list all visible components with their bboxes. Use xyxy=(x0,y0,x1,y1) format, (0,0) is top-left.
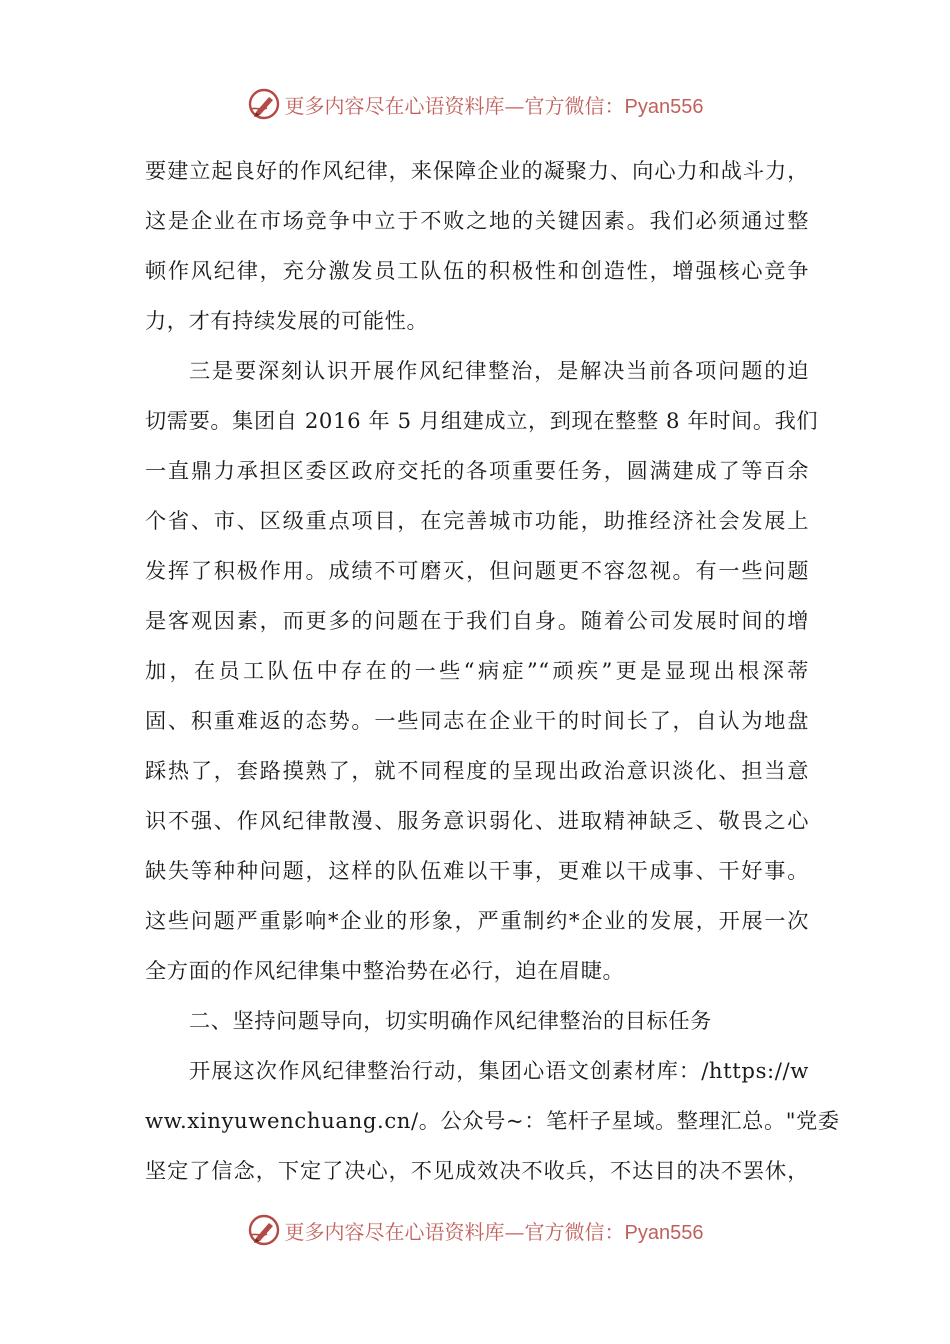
text-line: 这些问题严重影响*企业的形象，严重制约*企业的发展，开展一次 xyxy=(145,908,809,933)
text-line: 顿作风纪律，充分激发员工队伍的积极性和创造性，增强核心竞争 xyxy=(145,258,809,283)
text-line: 缺失等种种问题，这样的队伍难以干事，更难以干成事、干好事。 xyxy=(145,858,809,883)
pen-logo-icon xyxy=(247,1213,281,1247)
text-line: 三是要深刻认识开展作风纪律整治，是解决当前各项问题的迫 xyxy=(189,358,809,383)
banner-text: 更多内容尽在心语资料库—官方微信：Pyan556 xyxy=(284,93,704,118)
text-line: 切需要。集团自 2016 年 5 月组建成立，到现在整整 8 年时间。我们 xyxy=(145,408,819,433)
text-line: 踩热了，套路摸熟了，就不同程度的呈现出政治意识淡化、担当意 xyxy=(145,758,809,783)
text-line: 一直鼎力承担区委区政府交托的各项重要任务，圆满建成了等百余 xyxy=(145,458,809,483)
wechat-id: Pyan556 xyxy=(624,1221,704,1244)
text-line: 识不强、作风纪律散漫、服务意识弱化、进取精神缺乏、敬畏之心 xyxy=(145,808,809,833)
text-line: 力，才有持续发展的可能性。 xyxy=(145,308,429,333)
text-line: 要建立起良好的作风纪律，来保障企业的凝聚力、向心力和战斗力， xyxy=(145,158,809,183)
text-line: 坚定了信念，下定了决心，不见成效决不收兵，不达目的决不罢休， xyxy=(145,1158,809,1183)
text-line: 个省、市、区级重点项目，在完善城市功能，助推经济社会发展上 xyxy=(145,508,809,533)
footer-banner xyxy=(0,1210,950,1250)
text-line: 固、积重难返的态势。一些同志在企业干的时间长了，自认为地盘 xyxy=(145,708,809,733)
wechat-id: Pyan556 xyxy=(624,95,704,118)
pen-logo-icon xyxy=(247,87,281,121)
text-line: 加，在员工队伍中存在的一些“病症”“顽疾”更是显现出根深蒂 xyxy=(145,658,809,683)
document-body xyxy=(145,146,840,1196)
text-line: 开展这次作风纪律整治行动，集团心语文创素材库：/https://w xyxy=(189,1058,809,1083)
header-banner xyxy=(0,84,950,124)
text-line: 发挥了积极作用。成绩不可磨灭，但问题更不容忽视。有一些问题 xyxy=(145,558,809,583)
text-line: 是客观因素，而更多的问题在于我们自身。随着公司发展时间的增 xyxy=(145,608,809,633)
banner-text: 更多内容尽在心语资料库—官方微信：Pyan556 xyxy=(284,1219,704,1244)
text-line: ww.xinyuwenchuang.cn/。公众号~：笔杆子星域。整理汇总。"党委 xyxy=(145,1108,840,1133)
text-line: 全方面的作风纪律集中整治势在必行，迫在眉睫。 xyxy=(145,958,625,983)
text-line: 这是企业在市场竞争中立于不败之地的关键因素。我们必须通过整 xyxy=(145,208,809,233)
section-heading: 二、坚持问题导向，切实明确作风纪律整治的目标任务 xyxy=(189,1008,712,1033)
